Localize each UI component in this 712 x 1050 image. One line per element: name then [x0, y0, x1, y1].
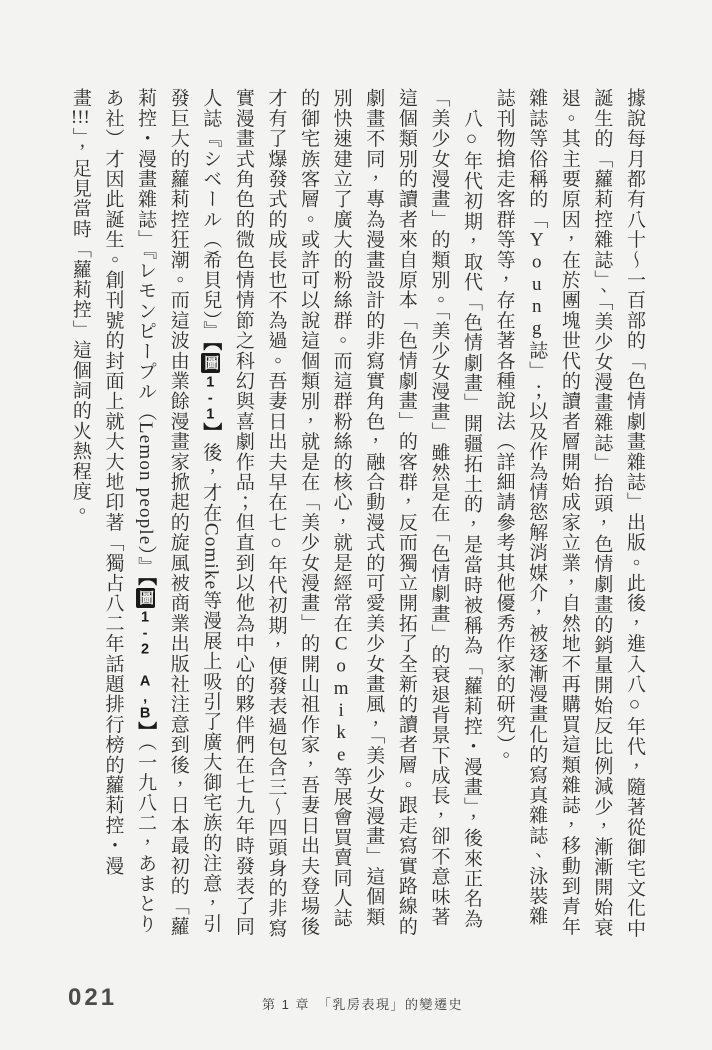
- body-text: [60, 88, 650, 944]
- text-run: 等展會買賣同人誌的御宅族客層。或許可以說這個類別，就是在「美少女漫畫」的開山祖作家，吾妻日出夫登場後才有了爆發式的成長也不為過。吾妻日出夫早在七○年代初期，便發表過包含三～四頭身的非寫實漫畫式角色的微色情情節之科幻與喜劇作品；但直到以他為中心的夥伴們在七九年時發表了同人誌『シベール（希貝兒）』: [200, 88, 352, 939]
- text-run: 誌」；以及作為情慾解消媒介，被逐漸漫畫化的寫真雜誌、泳裝雜誌刊物搶走客群等等，存在著各種說法（詳細請參考其他優秀作家的研究）。: [493, 88, 548, 927]
- text-run: Young: [526, 229, 548, 341]
- text-run: 」，足見當時「蘿莉控」這個詞的火熱程度。: [69, 127, 91, 522]
- text-run: !!!: [70, 108, 90, 128]
- text-run: Comike: [330, 633, 352, 767]
- figure-ref-close-bracket: 】: [135, 721, 157, 742]
- figure-reference: [135, 576, 156, 741]
- figure-ref-open-bracket: 【: [135, 576, 157, 587]
- figure-icon: 圖: [137, 590, 155, 606]
- page-number: 021: [68, 984, 118, 1011]
- text-run: 後，才在Comike等漫展上吸引了廣大御宅族的注意，引發巨大的蘿莉控狂潮。而這波由業餘漫畫家掀起的旋風被商業出版社注意到後，日本最初的「蘿莉控・漫畫雜誌」『レモンピープル（Lemon people）』: [135, 88, 222, 937]
- running-footer-chapter-title: 第 1 章 「乳房表現」的變遷史: [262, 997, 463, 1012]
- figure-ref-close-bracket: 】: [200, 422, 222, 443]
- figure-ref-label: 1-2 A,B: [137, 609, 154, 722]
- text-run: 據說每月都有八十～一百部的「色情劇畫雜誌」出版。此後，進入八○年代，隨著從御宅文化中誕生的「蘿莉控雜誌」、「美少女漫畫雜誌」抬頭，色情劇畫的銷量開始反比例減少，漸漸開始衰退。其主要原因，在於團塊世代的讀者層開始成家立業，自然地不再購買這類雜誌，移動到青年雜誌等俗稱的「: [526, 88, 645, 939]
- paragraph: [63, 88, 487, 944]
- figure-ref-label: 1-1: [202, 374, 219, 423]
- figure-reference: [200, 341, 221, 442]
- figure-icon: 圖: [202, 355, 220, 371]
- text-run: （一九八二，あまとりあ社）才因此誕生。創刊號的封面上就大大地印著「獨占八二年話題排行榜的蘿莉控・漫畫: [69, 88, 157, 934]
- figure-ref-open-bracket: 【: [200, 341, 222, 352]
- text-run: 八○年代初期，取代「色情劇畫」開疆拓土的，是當時被稱為「蘿莉控・漫畫」，後來正名為「美少女漫畫」的類別。「美少女漫畫」雖然是在「色情劇畫」的衰退背景下成長，卻不意味著這個類別的讀者來自原本「色情劇畫」的客群，反而獨立開拓了全新的讀者層。跟走寫實路線的劇畫不同，專為漫畫設計的非寫實角色，融合動漫式的可愛美少女畫風，「美少女漫畫」這個類別快速建立了廣大的粉絲群。而這群粉絲的核心，就是經常在: [330, 88, 483, 937]
- paragraph: [487, 88, 650, 944]
